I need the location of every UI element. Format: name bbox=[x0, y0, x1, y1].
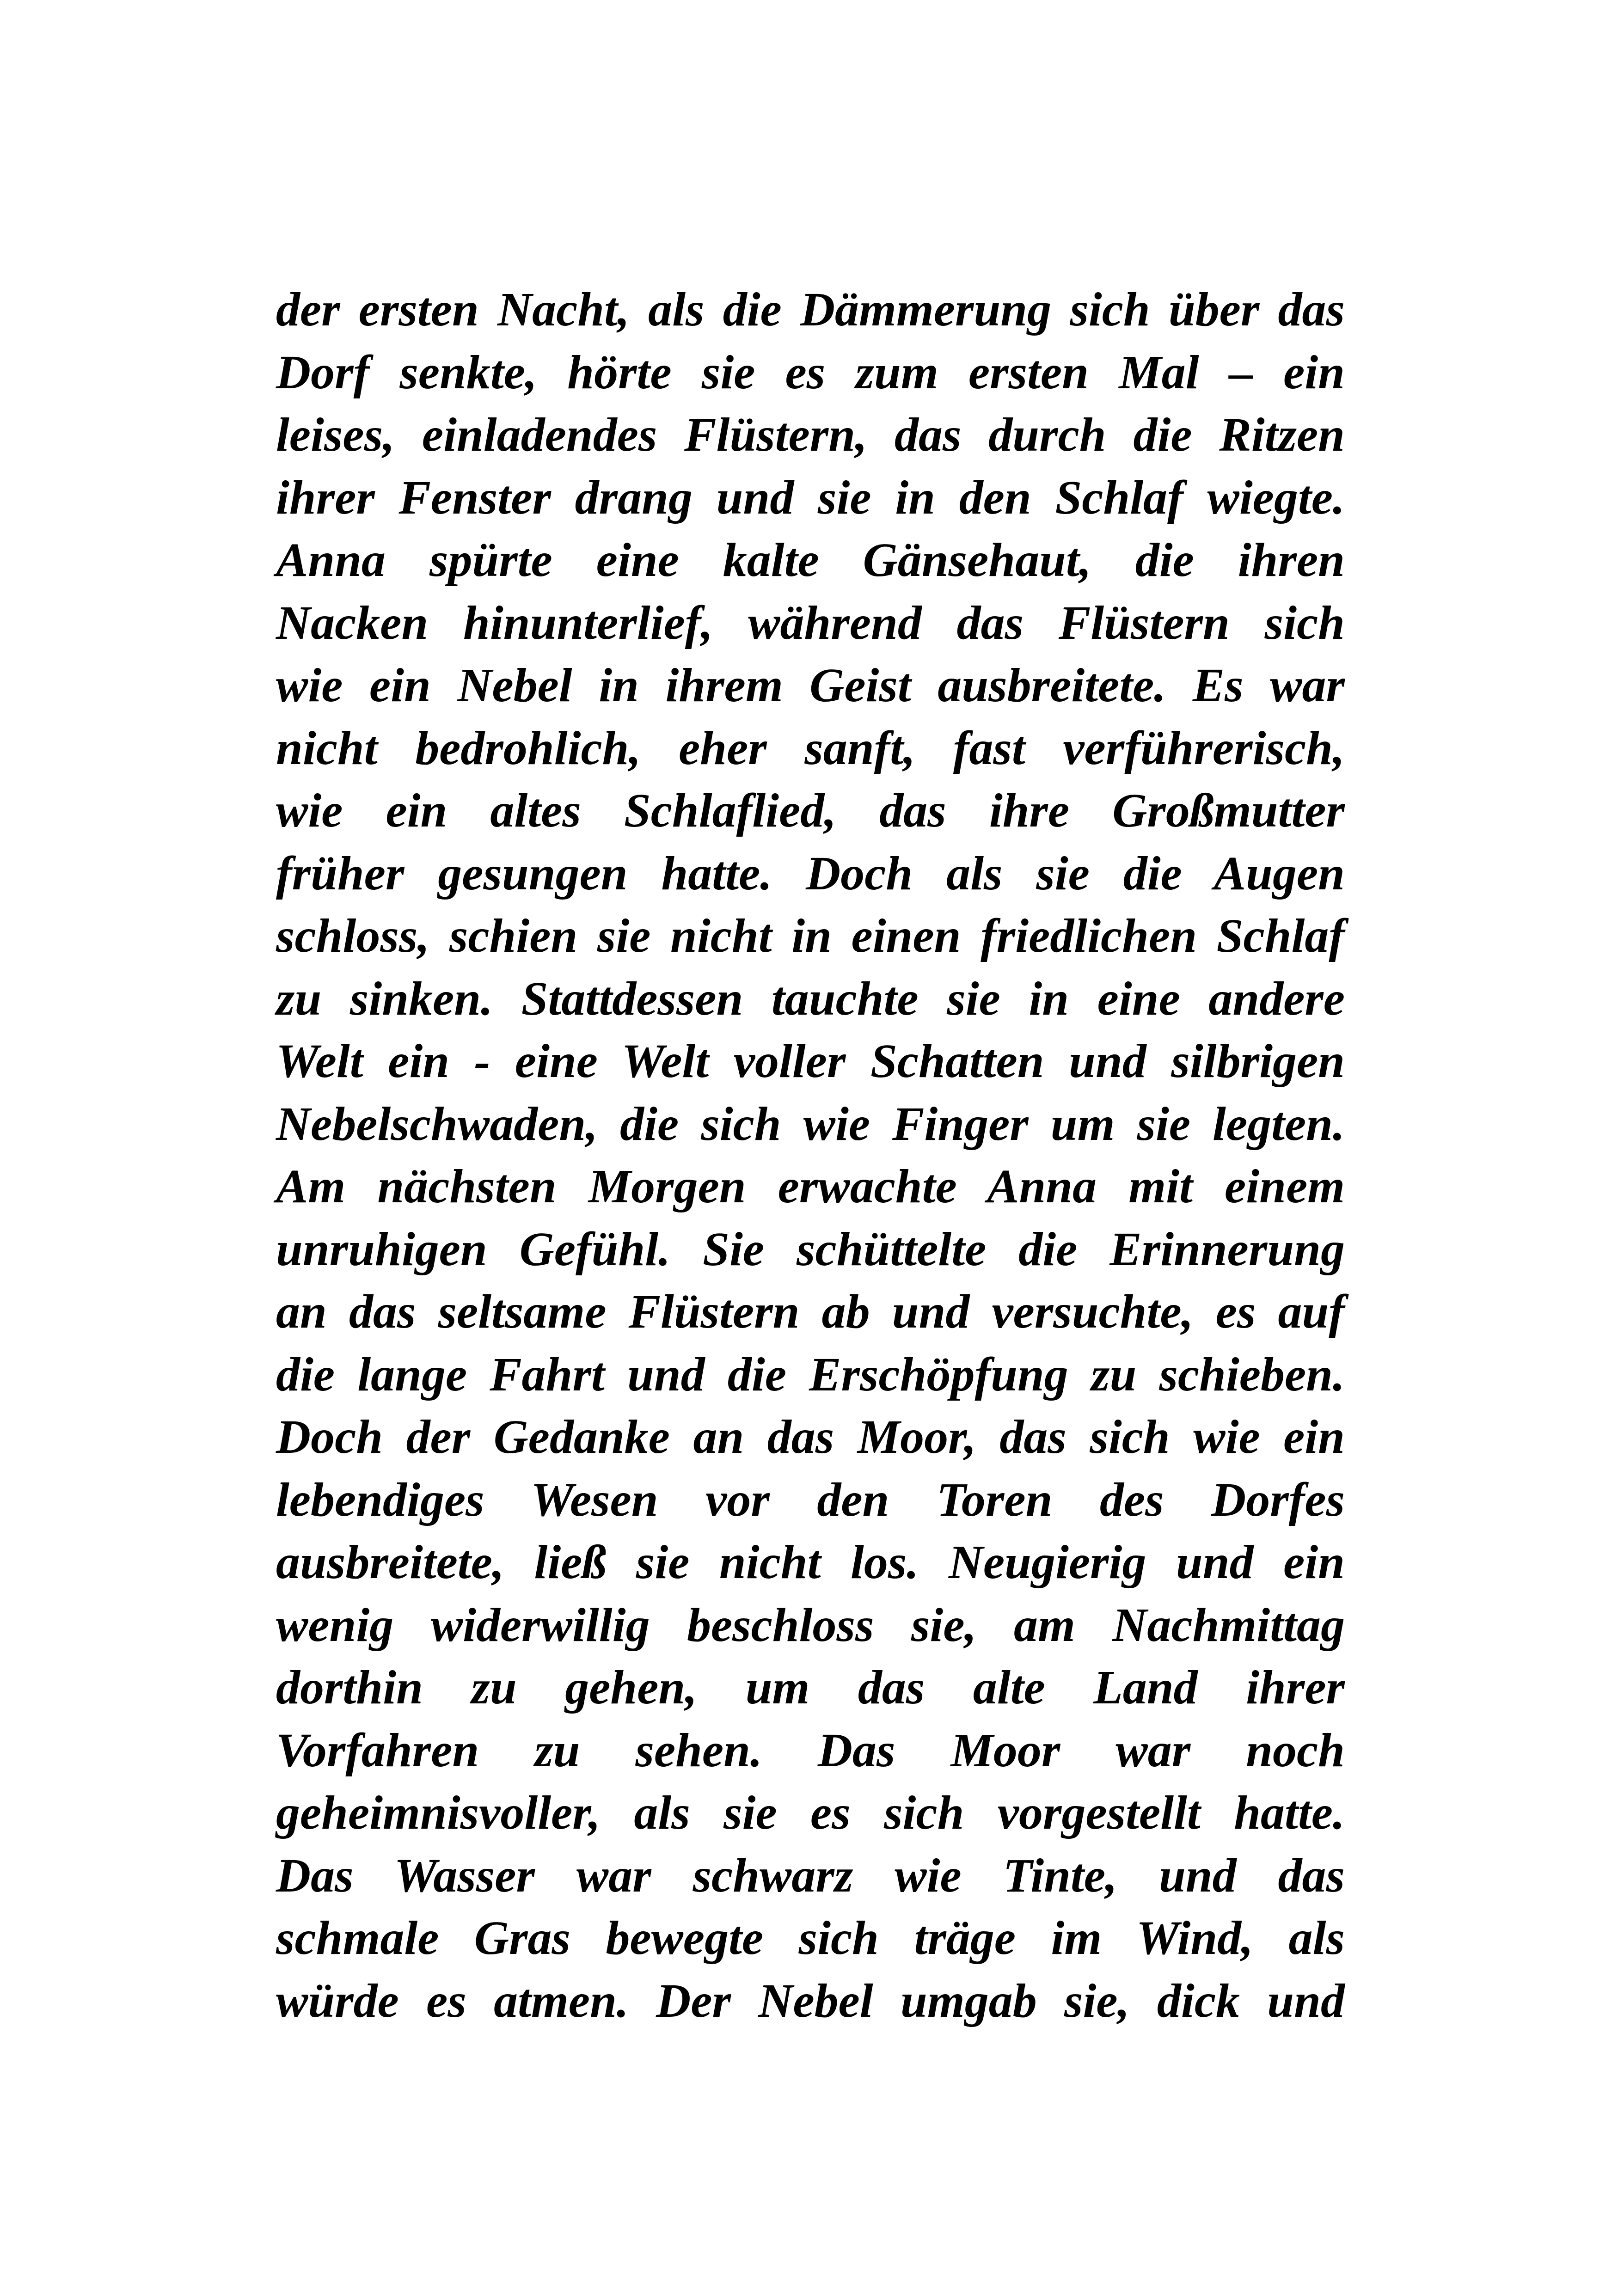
text-line: ihrer Fenster drang und sie in den Schlaf wiegte. bbox=[276, 471, 1345, 524]
text-line: früher gesungen hatte. Doch als sie die Augen bbox=[276, 846, 1345, 900]
text-line: Dorf senkte, hörte sie es zum ersten Mal – ein bbox=[276, 345, 1345, 399]
text-line: Doch der Gedanke an das Moor, das sich wie ein bbox=[276, 1410, 1345, 1463]
text-line: ausbreitete, ließ sie nicht los. Neugierig und ein bbox=[276, 1536, 1345, 1589]
text-line: Welt ein - eine Welt voller Schatten und silbrigen bbox=[276, 1035, 1345, 1088]
text-line: Nebelschwaden, die sich wie Finger um sie legten. bbox=[276, 1097, 1345, 1151]
text-line: Vorfahren zu sehen. Das Moor war noch bbox=[276, 1723, 1345, 1777]
text-line: Anna spürte eine kalte Gänsehaut, die ihren bbox=[276, 533, 1345, 587]
text-line: zu sinken. Stattdessen tauchte sie in eine andere bbox=[276, 972, 1345, 1025]
text-line: Am nächsten Morgen erwachte Anna mit einem bbox=[276, 1160, 1345, 1213]
text-line: leises, einladendes Flüstern, das durch die Ritzen bbox=[276, 408, 1345, 461]
text-line: geheimnisvoller, als sie es sich vorgestellt hatte. bbox=[276, 1786, 1345, 1839]
text-line: wie ein altes Schlaflied, das ihre Großmutter bbox=[276, 784, 1345, 837]
text-line: nicht bedrohlich, eher sanft, fast verführerisch, bbox=[276, 721, 1345, 775]
text-line: Nacken hinunterlief, während das Flüstern sich bbox=[276, 596, 1345, 649]
text-line: Das Wasser war schwarz wie Tinte, und das bbox=[276, 1849, 1345, 1902]
text-line: schmale Gras bewegte sich träge im Wind, als bbox=[276, 1911, 1345, 1965]
text-line: die lange Fahrt und die Erschöpfung zu schieben. bbox=[276, 1347, 1345, 1401]
text-line: dorthin zu gehen, um das alte Land ihrer bbox=[276, 1661, 1345, 1714]
text-line: wenig widerwillig beschloss sie, am Nachmittag bbox=[276, 1598, 1345, 1652]
text-line: schloss, schien sie nicht in einen friedlichen Schlaf bbox=[276, 909, 1345, 962]
text-line: lebendiges Wesen vor den Toren des Dorfes bbox=[276, 1473, 1345, 1526]
text-line: würde es atmen. Der Nebel umgab sie, dick und bbox=[276, 1974, 1345, 2027]
text-line: der ersten Nacht, als die Dämmerung sich über das bbox=[276, 283, 1345, 336]
text-line: an das seltsame Flüstern ab und versuchte, es auf bbox=[276, 1285, 1345, 1338]
text-line: unruhigen Gefühl. Sie schüttelte die Erinnerung bbox=[276, 1222, 1345, 1276]
text-line: wie ein Nebel in ihrem Geist ausbreitete. Es war bbox=[276, 659, 1345, 712]
body-text bbox=[276, 278, 1345, 2032]
